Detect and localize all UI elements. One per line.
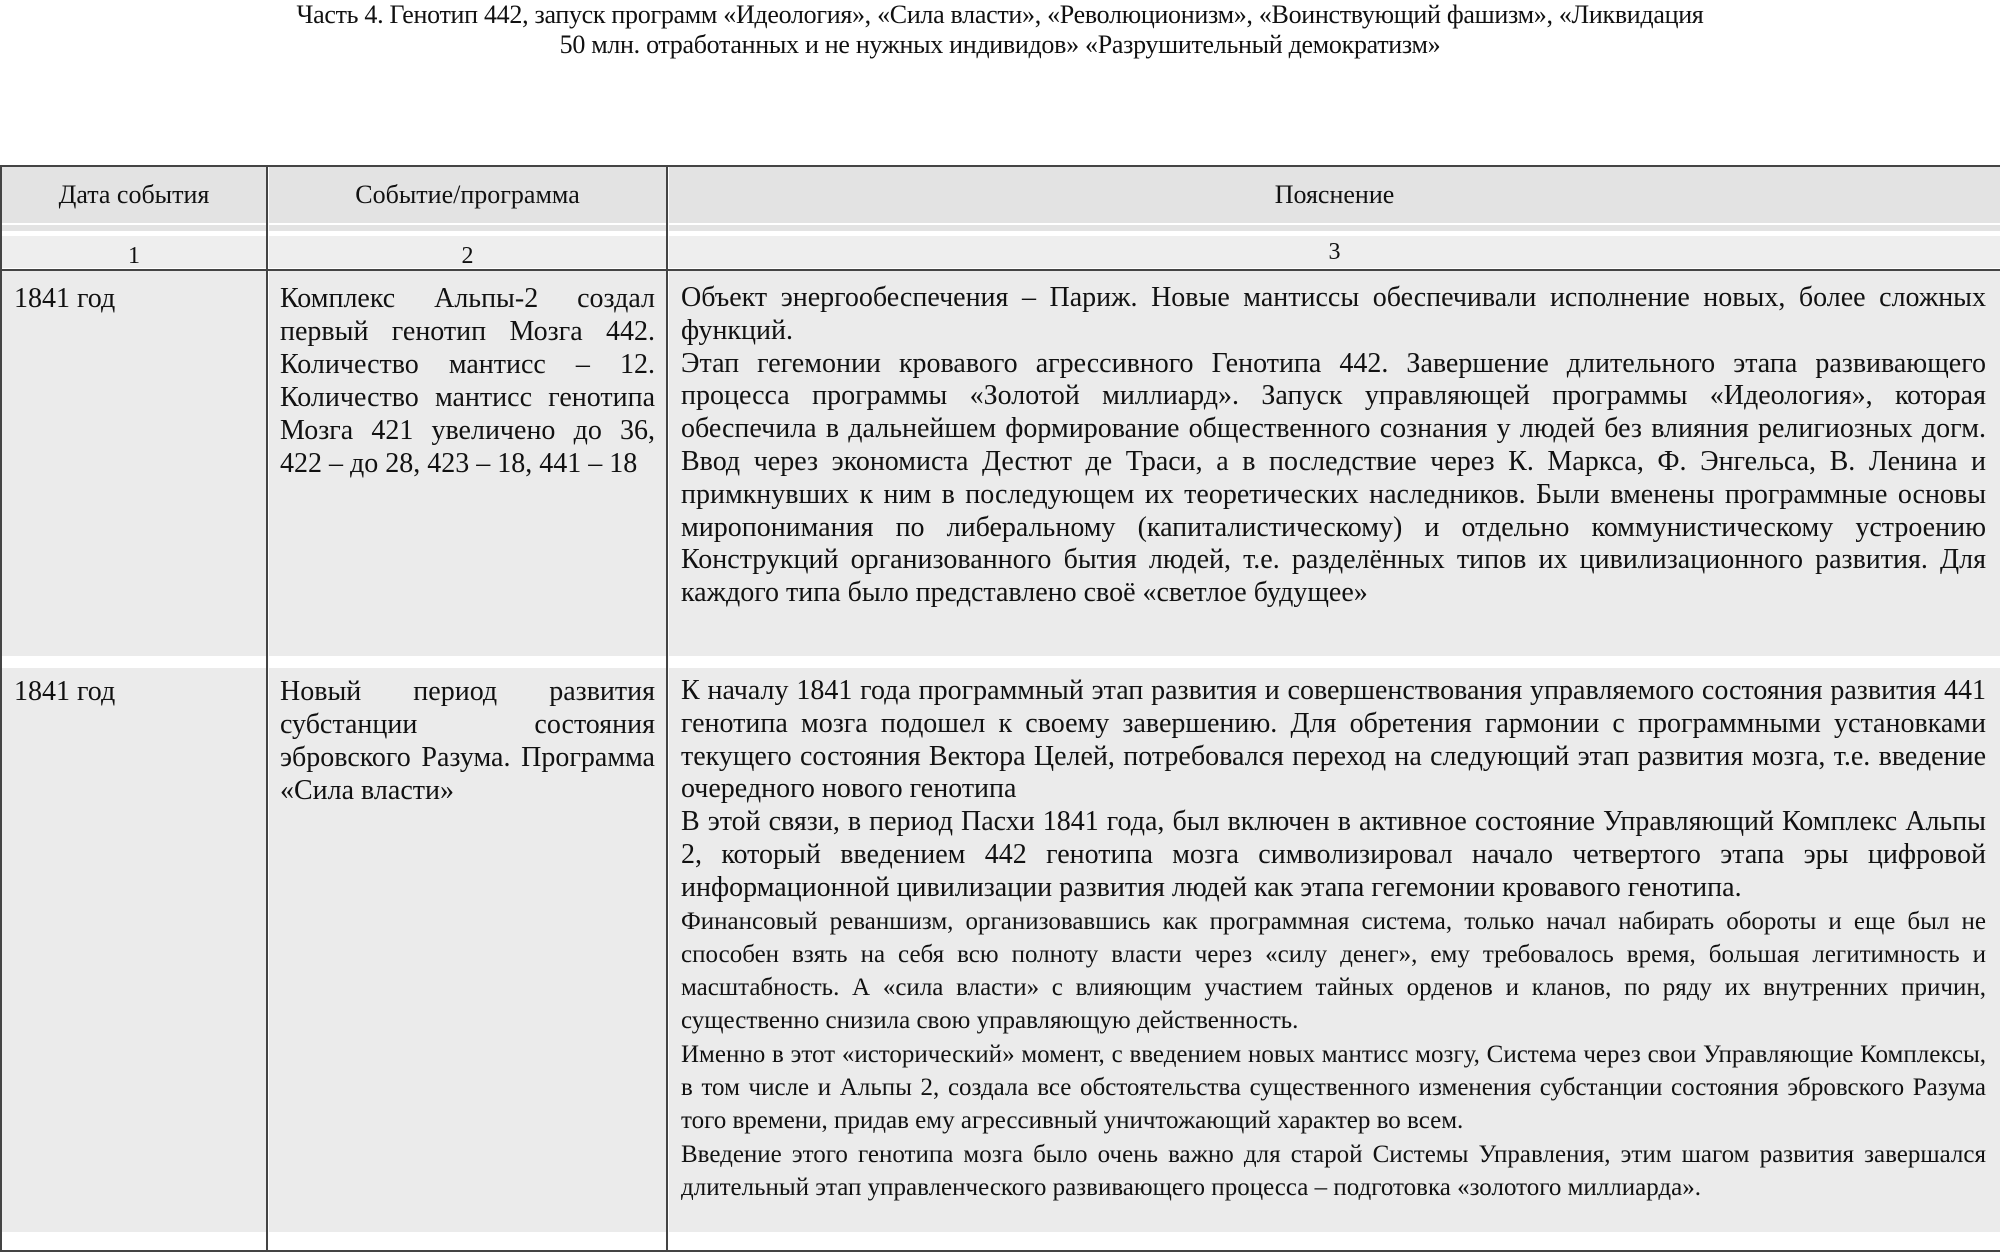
header-strip [269, 225, 666, 231]
row2-explanation-para-1: К началу 1841 года программный этап развития и совершенствования управляемого состояния развития 441 генотипа мозга подошел к своему завершению. Для обретения гармонии с программными установками текущего состояния Вектора Целей, потребовался переход на следующий этап развития мозга, т.е. введение очередного нового генотипа [681, 675, 1986, 805]
row2-event [280, 675, 655, 807]
header-explanation: Пояснение [669, 167, 2000, 223]
row2-explanation-para-3: Финансовый реваншизм, организовавшись как программная система, только начал набирать обороты и еще был не способен взять на себя всю полноту власти через «силу денег», ему требовалось время, большая легитимность и масштабность. А «сила власти» с влияющим участием тайных орденов и кланов, по ряду их внутренних причин, существенно снизила свою управляющую действенность. [681, 907, 1986, 1035]
row2-explanation-para-4: Именно в этот «исторический» момент, с введением новых мантисс мозгу, Система через свои Управляющие Комплексы, в том числе и Альпы 2, создала все обстоятельства существенного изменения субстанции состояния эбровского Разума того времени, придав ему агрессивный уничтожающий характер во всем. [681, 1040, 1986, 1135]
row1-event-text: Комплекс Альпы-2 создал первый генотип Мозга 442. Количество мантисс – 12. Количество мантисс генотипа Мозга 421 увеличено до 36, 422 – до 28, 423 – 18, 441 – 18 [280, 283, 655, 479]
column-divider-1 [266, 165, 268, 1252]
header-date: Дата события [2, 167, 266, 223]
header-strip [2, 225, 266, 231]
row2-date-bg [2, 668, 266, 1232]
row1-event [280, 282, 655, 480]
row2-explanation [681, 675, 1986, 1204]
row1-date: 1841 год [14, 283, 116, 314]
row1-explanation [681, 282, 1986, 610]
row1-explanation-para-2: Этап гегемонии кровавого агрессивного Генотипа 442. Завершение длительного этапа развивающего процесса программы «Золотой миллиард». Запуск управляющей программы «Идеология», которая обеспечила в дальнейшем формирование общественного сознания у людей без влияния религиозных догм. Ввод через экономиста Дестют де Траси, а в последствие через К. Маркса, Ф. Энгельса, В. Ленина и примкнувших к ним в последующем их теоретических наследников. Были вменены программные основы миропонимания по либеральному (капиталистическому) и отдельно коммунистическому устроению Конструкций организованного бытия людей, т.е. разделённых типов их цивилизационного развития. Для каждого типа было представлено своё «светлое будущее» [681, 347, 1986, 609]
title-line-1: Часть 4. Генотип 442, запуск программ «Идеология», «Сила власти», «Революционизм», «Воинствующий фашизм», «Ликвидация [296, 0, 1704, 29]
page-title [0, 0, 2000, 60]
row1-explanation-para-1: Объект энергообеспечения – Париж. Новые мантиссы обеспечивали исполнение новых, более сложных функций. [681, 282, 1986, 346]
row1-date-bg [2, 271, 266, 656]
column-number-2: 2 [269, 236, 666, 268]
row2-explanation-para-2: В этой связи, в период Пасхи 1841 года, был включен в активное состояние Управляющий Комплекс Альпы 2, который введением 442 генотипа мозга символизировал начало четвертого этапа эры цифровой информационной цивилизации развития людей как этапа гегемонии кровавого генотипа. [681, 806, 1986, 903]
column-number-3: 3 [669, 236, 2000, 268]
table-top-border [0, 165, 2000, 167]
column-divider-2 [666, 165, 668, 1252]
title-line-2: 50 млн. отработанных и не нужных индивидов» «Разрушительный демократизм» [559, 30, 1441, 59]
header-event: Событие/программа [269, 167, 666, 223]
row2-explanation-para-5: Введение этого генотипа мозга было очень важно для старой Системы Управления, этим шагом развития завершался длительный этап управленческого развивающего процесса – подготовка «золотого миллиарда». [681, 1140, 1986, 1201]
row2-date: 1841 год [14, 676, 116, 707]
header-bottom-border [0, 269, 2000, 271]
table-left-border [0, 165, 2, 1252]
row2-event-text: Новый период развития субстанции состояния эбровского Разума. Программа «Сила власти» [280, 676, 655, 806]
column-number-1: 1 [2, 236, 266, 268]
header-strip [669, 225, 2000, 231]
